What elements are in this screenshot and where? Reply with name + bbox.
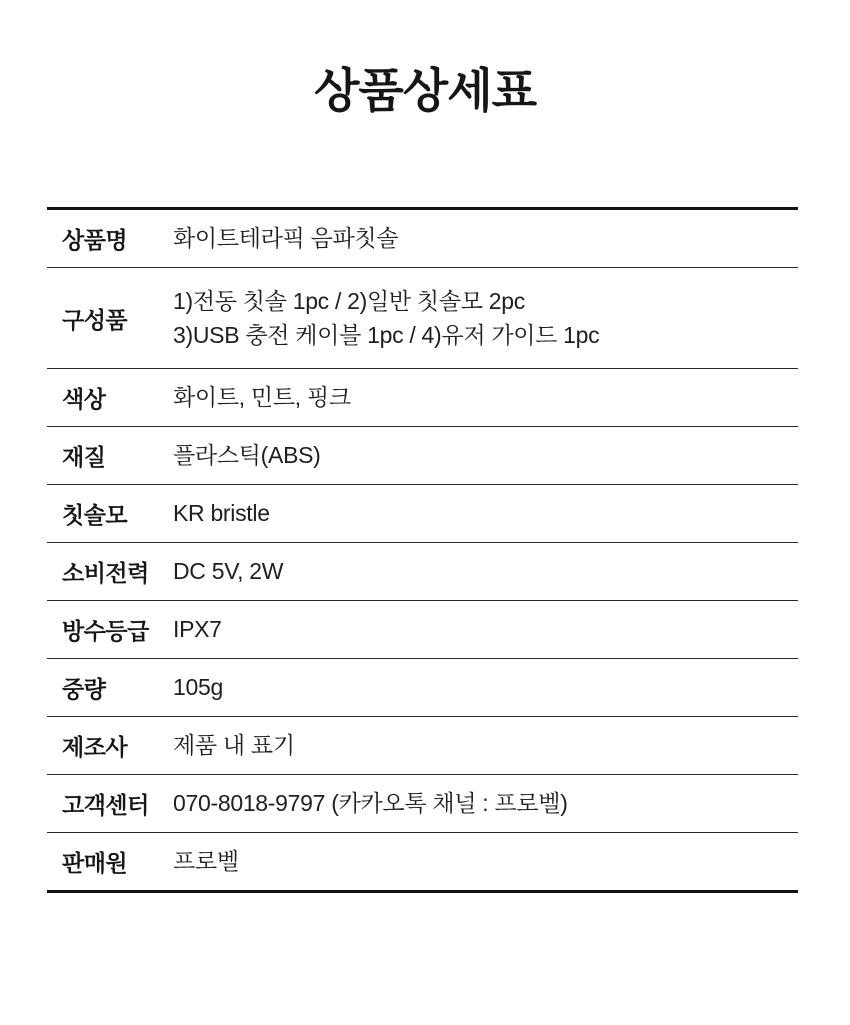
spec-value [173, 844, 798, 878]
spec-row-product-name [47, 210, 798, 267]
spec-value-text: IPX7 [173, 616, 222, 643]
spec-value [173, 284, 798, 352]
spec-value-text-line1: 1)전동 칫솔 1pc / 2)일반 칫솔모 2pc [173, 287, 525, 314]
product-spec-table [47, 207, 798, 893]
spec-value-text: 프로벨 [173, 848, 239, 875]
spec-label: 소비전력 [62, 560, 149, 586]
spec-value-text-line2: 3)USB 충전 케이블 1pc / 4)유저 가이드 1pc [173, 322, 600, 348]
spec-value-text: 제품 내 표기 [173, 732, 295, 759]
spec-value [173, 554, 798, 588]
spec-value-text: 화이트테라픽 음파칫솔 [173, 225, 399, 252]
spec-row-manufacturer [47, 716, 798, 774]
spec-label: 구성품 [62, 306, 128, 333]
spec-row-waterproof-rating [47, 600, 798, 658]
spec-row-seller [47, 832, 798, 890]
spec-row-material [47, 426, 798, 484]
spec-row-power-consumption [47, 542, 798, 600]
spec-value-text: 105g [173, 674, 223, 701]
spec-label: 판매원 [62, 850, 128, 876]
spec-row-customer-center [47, 774, 798, 832]
spec-row-bristle [47, 484, 798, 542]
spec-value [173, 612, 798, 646]
spec-value [173, 221, 798, 255]
spec-value [173, 496, 798, 530]
page-title: 상품상세표 [313, 64, 536, 117]
spec-label: 재질 [62, 444, 106, 470]
spec-label: 칫솔모 [62, 502, 128, 528]
spec-value-text: 070-8018-9797 (카카오톡 채널 : 프로벨) [173, 790, 568, 817]
spec-label: 상품명 [62, 227, 128, 253]
spec-value-text: 플라스틱(ABS) [173, 442, 321, 469]
spec-label: 방수등급 [62, 618, 149, 644]
spec-label: 고객센터 [62, 792, 149, 818]
spec-value-text: KR bristle [173, 500, 270, 527]
spec-label: 색상 [62, 386, 106, 412]
spec-label: 중량 [62, 676, 106, 702]
spec-value [173, 438, 798, 472]
spec-value [173, 786, 798, 820]
spec-value [173, 728, 798, 762]
spec-value-text: DC 5V, 2W [173, 558, 284, 585]
spec-label: 제조사 [62, 734, 128, 760]
spec-value [173, 380, 798, 414]
spec-row-components [47, 267, 798, 368]
spec-value-text: 화이트, 민트, 핑크 [173, 384, 351, 411]
spec-row-color [47, 368, 798, 426]
spec-row-weight [47, 658, 798, 716]
spec-value [173, 670, 798, 704]
